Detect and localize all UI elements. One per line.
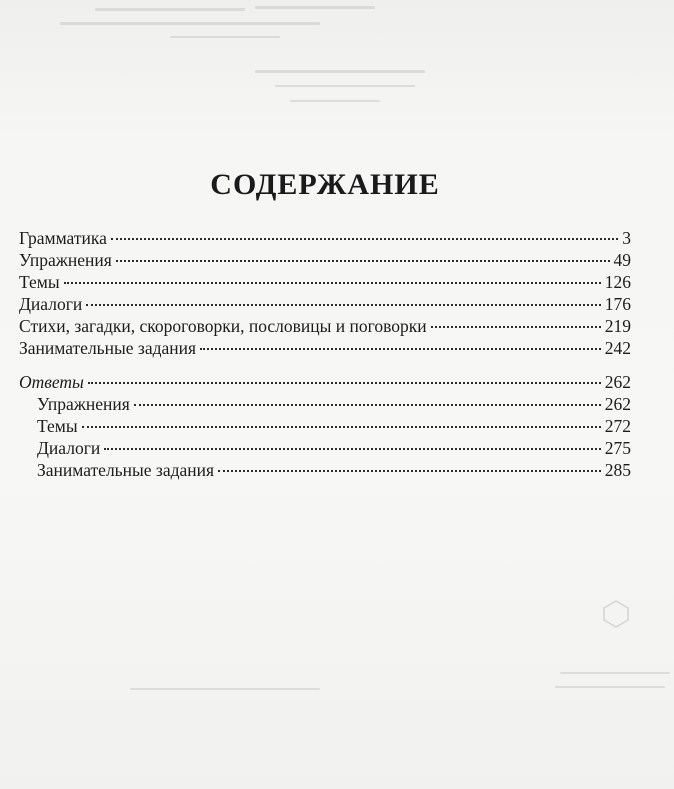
leader-dots xyxy=(431,326,601,328)
show-through-line xyxy=(170,36,280,38)
toc-entry xyxy=(19,293,631,315)
show-through-line xyxy=(255,70,425,73)
toc-answers-heading xyxy=(19,371,631,393)
show-through-line xyxy=(60,22,320,25)
toc-entry-label: Диалоги xyxy=(19,294,83,314)
show-through-line xyxy=(275,85,415,87)
leader-dots xyxy=(64,282,601,284)
leader-dots xyxy=(134,404,601,406)
toc-entry-page: 242 xyxy=(604,338,631,358)
toc-entry-label: Занимательные задания xyxy=(19,338,197,358)
leader-dots xyxy=(218,470,601,472)
toc-subentry xyxy=(19,393,631,415)
toc-entry xyxy=(19,315,631,337)
leader-dots xyxy=(104,448,601,450)
show-through-line xyxy=(560,672,670,674)
toc-entry-label: Диалоги xyxy=(37,438,101,458)
toc-entry-label: Темы xyxy=(19,272,60,292)
toc-subentry xyxy=(19,437,631,459)
show-through-line xyxy=(255,6,375,9)
leader-dots xyxy=(82,426,601,428)
leader-dots xyxy=(86,304,601,306)
toc-entry-label: Упражнения xyxy=(19,250,112,270)
toc-entry-page: 262 xyxy=(604,394,631,414)
toc-entry-page: 275 xyxy=(604,438,631,458)
toc-entry-label: Грамматика xyxy=(19,228,107,248)
toc-entry-page: 272 xyxy=(604,416,631,436)
toc-entry-label: Ответы xyxy=(19,372,84,392)
toc-entry-page: 262 xyxy=(604,372,631,392)
toc-entry xyxy=(19,337,631,359)
leader-dots xyxy=(116,260,610,262)
toc-entry-page: 126 xyxy=(604,272,631,292)
toc-entry-page: 49 xyxy=(613,250,631,270)
show-through-line xyxy=(290,100,380,102)
hexagon-icon xyxy=(602,600,630,628)
leader-dots xyxy=(111,238,618,240)
toc-subentry xyxy=(19,415,631,437)
leader-dots xyxy=(200,348,601,350)
show-through-line xyxy=(130,688,320,690)
toc-entry xyxy=(19,249,631,271)
table-of-contents xyxy=(19,227,631,481)
toc-entry-label: Темы xyxy=(37,416,78,436)
toc-entry-label: Занимательные задания xyxy=(37,460,215,480)
toc-entry xyxy=(19,271,631,293)
page-title: СОДЕРЖАНИЕ xyxy=(210,168,440,201)
toc-entry-page: 176 xyxy=(604,294,631,314)
toc-subentry xyxy=(19,459,631,481)
leader-dots xyxy=(88,382,601,384)
toc-entry-page: 219 xyxy=(604,316,631,336)
toc-entry-label: Упражнения xyxy=(37,394,130,414)
toc-entry-label: Стихи, загадки, скороговорки, пословицы и поговорки xyxy=(19,316,427,336)
toc-entry-page: 3 xyxy=(622,228,631,248)
show-through-line xyxy=(95,8,245,11)
toc-entry-page: 285 xyxy=(604,460,631,480)
show-through-line xyxy=(555,686,665,688)
toc-entry xyxy=(19,227,631,249)
